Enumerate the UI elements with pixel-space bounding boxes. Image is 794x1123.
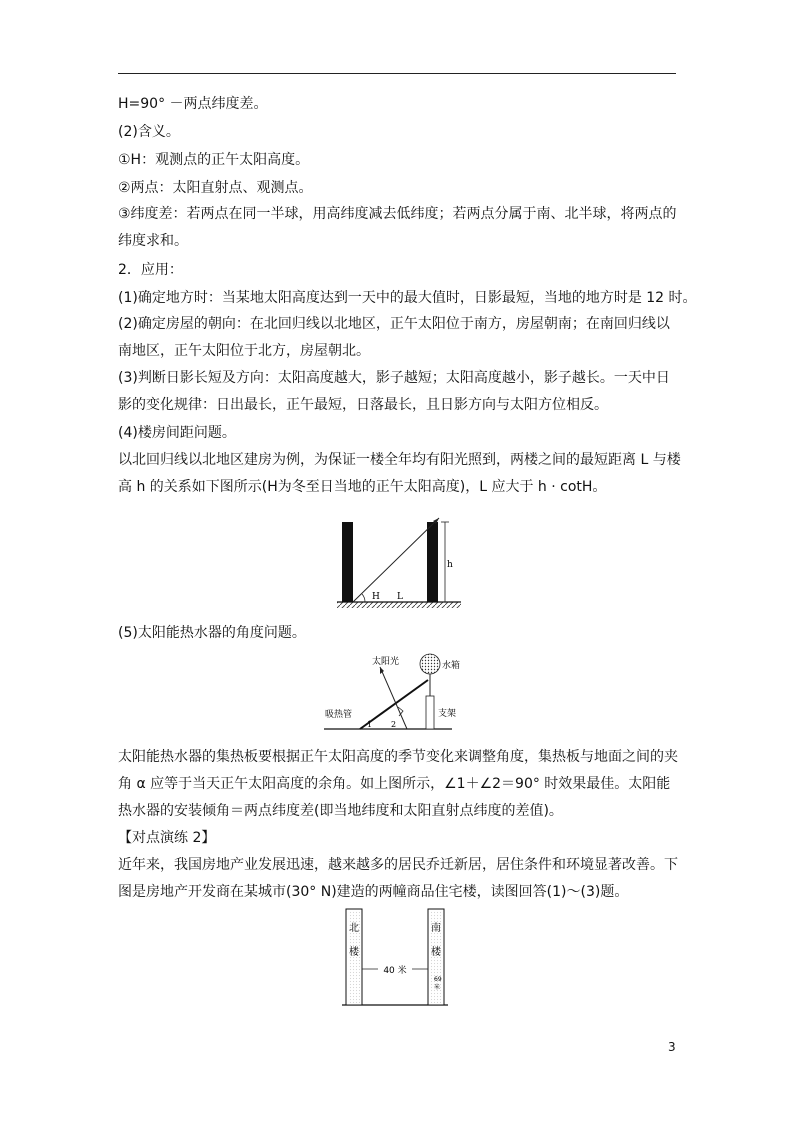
distance-label: 40 米 bbox=[383, 966, 407, 976]
sunlight-arrow-icon bbox=[380, 667, 384, 674]
text-line: 角 α 应等于当天正午太阳高度的余角。如上图所示，∠1＋∠2＝90° 时效果最佳。太阳能 bbox=[118, 776, 671, 792]
height-label-1: 69 bbox=[434, 976, 442, 983]
label-sunlight: 太阳光 bbox=[372, 657, 400, 667]
text-line: 近年来，我国房地产业发展迅速，越来越多的居民乔迁新居，居住条件和环境显著改善。下 bbox=[118, 857, 678, 873]
text-line: (2)确定房屋的朝向：在北回归线以北地区，正午太阳位于南方，房屋朝南；在南回归线以 bbox=[118, 316, 670, 332]
text-line: H=90° －两点纬度差。 bbox=[118, 96, 268, 112]
label-L: L bbox=[397, 592, 403, 602]
page-number: 3 bbox=[668, 1040, 676, 1054]
height-label-2: 米 bbox=[434, 984, 441, 991]
right-angle-mark bbox=[398, 707, 403, 716]
text-line: 高 h 的关系如下图所示(H为冬至日当地的正午太阳高度)，L 应大于 h · cotH。 bbox=[118, 479, 607, 495]
text-line: 热水器的安装倾角＝两点纬度差(即当地纬度和太阳直射点纬度的差值)。 bbox=[118, 803, 563, 819]
text-line: 太阳能热水器的集热板要根据正午太阳高度的季节变化来调整角度，集热板与地面之间的夹 bbox=[118, 749, 678, 765]
text-line: 影的变化规律：日出最长，正午最短，日落最长，且日影方向与太阳方位相反。 bbox=[118, 397, 608, 413]
sun-ray-line bbox=[353, 518, 439, 602]
text-line: 以北回归线以北地区建房为例，为保证一楼全年均有阳光照到，两楼之间的最短距离 L 与楼 bbox=[118, 452, 681, 468]
text-line: (2)含义。 bbox=[118, 124, 180, 140]
stand-icon bbox=[426, 696, 434, 729]
south-building bbox=[427, 522, 438, 602]
south-tower-label-1: 南 bbox=[431, 923, 441, 934]
north-tower-label-2: 楼 bbox=[349, 947, 359, 958]
angle-arc bbox=[362, 594, 365, 602]
text-line: ②两点：太阳直射点、观测点。 bbox=[118, 180, 313, 196]
label-stand: 支架 bbox=[438, 709, 457, 719]
text-line: ①H：观测点的正午太阳高度。 bbox=[118, 152, 310, 168]
north-building bbox=[342, 522, 353, 602]
ground-hatch bbox=[337, 602, 461, 608]
label-h: h bbox=[447, 560, 453, 570]
label-H: H bbox=[372, 592, 380, 602]
exercise-heading: 【对点演练 2】 bbox=[118, 830, 216, 846]
text-line: (5)太阳能热水器的角度问题。 bbox=[118, 625, 306, 641]
label-angle-1: 1 bbox=[367, 720, 373, 729]
label-angle-2: 2 bbox=[391, 720, 397, 729]
text-line: 纬度求和。 bbox=[118, 233, 188, 249]
text-line: (4)楼房间距问题。 bbox=[118, 425, 236, 441]
south-tower-label-2: 楼 bbox=[431, 947, 441, 958]
label-tube: 吸热管 bbox=[325, 710, 353, 720]
text-line: (3)判断日影长短及方向：太阳高度越大，影子越短；太阳高度越小，影子越长。一天中日 bbox=[118, 370, 670, 386]
text-line: (1)确定地方时：当某地太阳高度达到一天中的最大值时，日影最短，当地的地方时是 12 时。 bbox=[118, 290, 697, 306]
text-line: 图是房地产开发商在某城市(30° N)建造的两幢商品住宅楼，读图回答(1)～(3)题。 bbox=[118, 884, 629, 900]
water-tank-icon bbox=[420, 654, 440, 674]
header-rule bbox=[118, 73, 676, 74]
label-tank: 水箱 bbox=[442, 661, 461, 671]
residential-towers-figure bbox=[340, 905, 452, 1009]
text-line: 南地区，正午太阳位于北方，房屋朝北。 bbox=[118, 343, 370, 359]
section-heading: 2．应用： bbox=[118, 262, 183, 278]
text-line: ③纬度差：若两点在同一半球，用高纬度减去低纬度；若两点分属于南、北半球，将两点的 bbox=[118, 206, 677, 222]
building-spacing-figure bbox=[335, 510, 465, 610]
north-tower-label-1: 北 bbox=[349, 923, 359, 934]
solar-heater-figure bbox=[322, 650, 482, 736]
